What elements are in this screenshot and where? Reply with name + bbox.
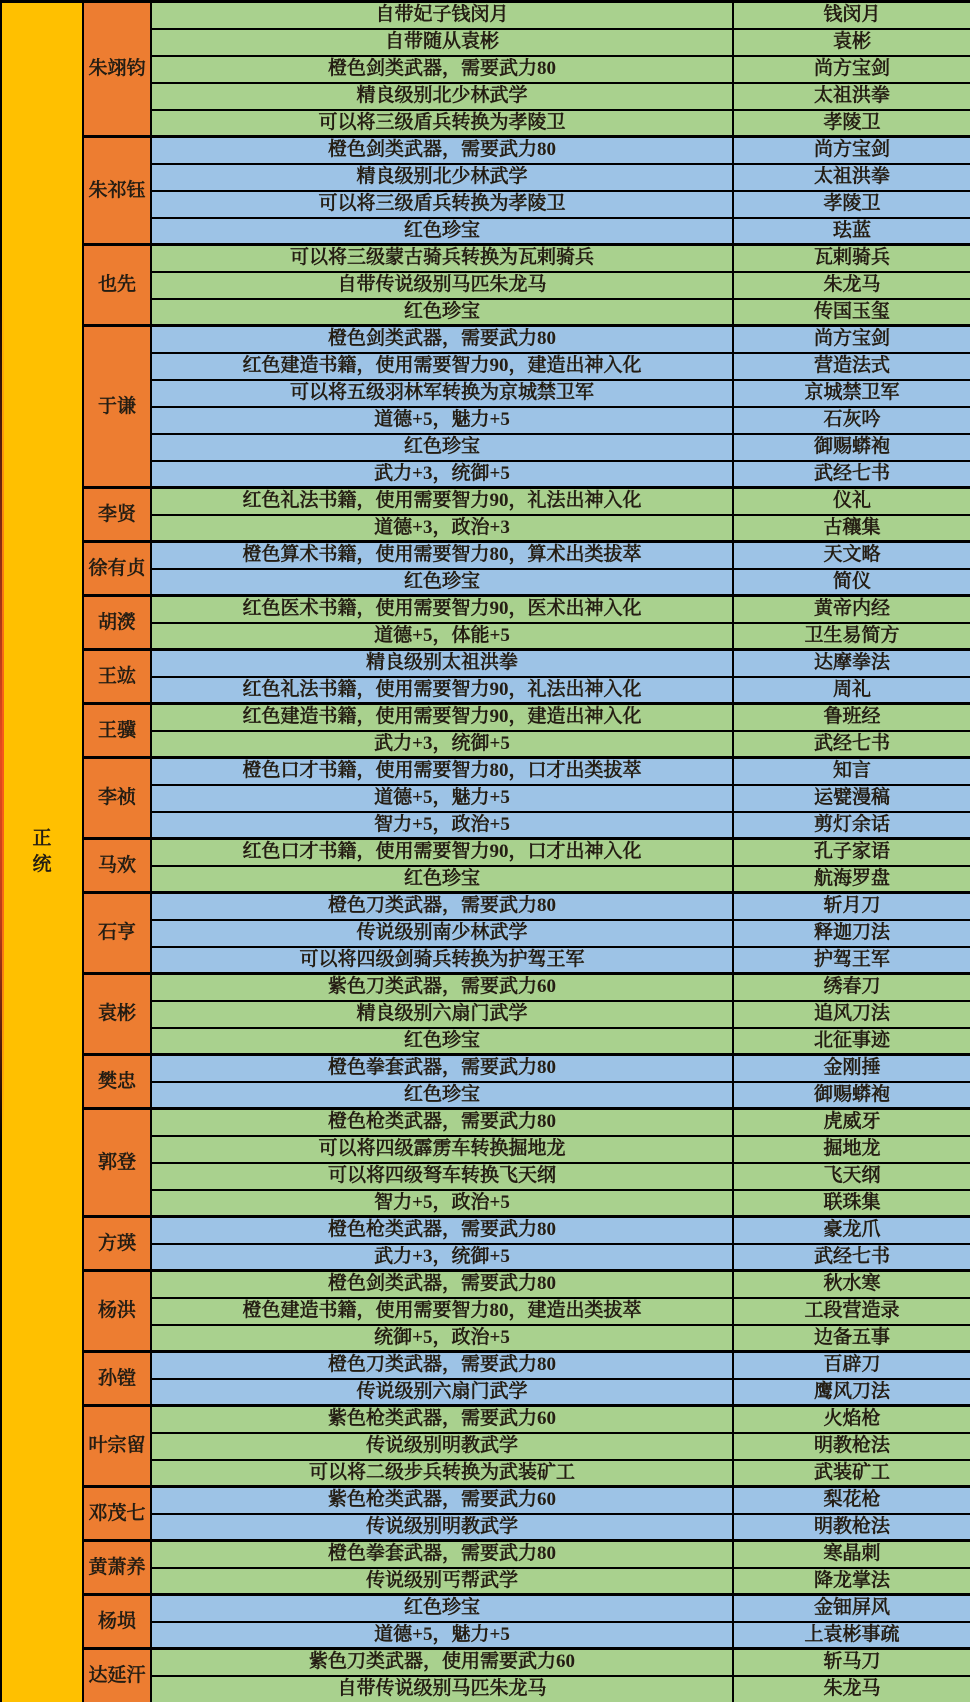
item-name-cell: 太祖洪拳 bbox=[733, 83, 970, 110]
effect-description-cell: 红色口才书籍，使用需要智力90，口才出神入化 bbox=[151, 839, 733, 866]
item-name-cell: 传国玉玺 bbox=[733, 299, 970, 326]
effect-description-cell: 精良级别北少林武学 bbox=[151, 164, 733, 191]
item-name-cell: 珐蓝 bbox=[733, 218, 970, 245]
effect-description-cell: 传说级别六扇门武学 bbox=[151, 1379, 733, 1406]
item-name-cell: 朱龙马 bbox=[733, 272, 970, 299]
effect-description-cell: 自带妃子钱闵月 bbox=[151, 2, 733, 29]
effect-description-cell: 紫色枪类武器，需要武力60 bbox=[151, 1406, 733, 1433]
effect-description-cell: 可以将二级步兵转换为武装矿工 bbox=[151, 1460, 733, 1487]
item-name-cell: 周礼 bbox=[733, 677, 970, 704]
item-name-cell: 梨花枪 bbox=[733, 1487, 970, 1514]
item-name-cell: 秋水寒 bbox=[733, 1271, 970, 1298]
effect-description-cell: 红色珍宝 bbox=[151, 569, 733, 596]
item-name-cell: 袁彬 bbox=[733, 29, 970, 56]
item-name-cell: 边备五事 bbox=[733, 1325, 970, 1352]
effect-description-cell: 可以将三级盾兵转换为孝陵卫 bbox=[151, 191, 733, 218]
item-name-cell: 瓦剌骑兵 bbox=[733, 245, 970, 272]
effect-description-cell: 红色建造书籍，使用需要智力90，建造出神入化 bbox=[151, 353, 733, 380]
table-row bbox=[1, 974, 970, 1001]
effect-description-cell: 橙色枪类武器，需要武力80 bbox=[151, 1217, 733, 1244]
table-row bbox=[1, 1109, 970, 1136]
character-name-cell: 朱祁钰 bbox=[83, 137, 151, 245]
item-name-cell: 御赐蟒袍 bbox=[733, 1082, 970, 1109]
era-label-char: 正 bbox=[32, 828, 52, 850]
character-name-cell: 邓茂七 bbox=[83, 1487, 151, 1541]
character-name-cell: 方瑛 bbox=[83, 1217, 151, 1271]
item-name-cell: 卫生易简方 bbox=[733, 623, 970, 650]
effect-description-cell: 橙色枪类武器，需要武力80 bbox=[151, 1109, 733, 1136]
effect-description-cell: 红色珍宝 bbox=[151, 1082, 733, 1109]
item-name-cell: 钱闵月 bbox=[733, 2, 970, 29]
item-name-cell: 营造法式 bbox=[733, 353, 970, 380]
character-name-cell: 石亨 bbox=[83, 893, 151, 974]
item-name-cell: 尚方宝剑 bbox=[733, 326, 970, 353]
character-name-cell: 李祯 bbox=[83, 758, 151, 839]
effect-description-cell: 红色礼法书籍，使用需要智力90，礼法出神入化 bbox=[151, 677, 733, 704]
item-name-cell: 武经七书 bbox=[733, 731, 970, 758]
character-name-cell: 郭登 bbox=[83, 1109, 151, 1217]
item-name-cell: 追风刀法 bbox=[733, 1001, 970, 1028]
effect-description-cell: 红色珍宝 bbox=[151, 434, 733, 461]
effect-description-cell: 紫色刀类武器，需要武力60 bbox=[151, 974, 733, 1001]
character-name-cell: 王竑 bbox=[83, 650, 151, 704]
item-name-cell: 剪灯余话 bbox=[733, 812, 970, 839]
table-row bbox=[1, 1406, 970, 1433]
era-cell bbox=[1, 2, 83, 1702]
item-name-cell: 寒晶刺 bbox=[733, 1541, 970, 1568]
item-name-cell: 孝陵卫 bbox=[733, 110, 970, 137]
character-name-cell: 朱翊钧 bbox=[83, 2, 151, 137]
effect-description-cell: 精良级别六扇门武学 bbox=[151, 1001, 733, 1028]
table-row bbox=[1, 1217, 970, 1244]
item-name-cell: 孔子家语 bbox=[733, 839, 970, 866]
effect-description-cell: 传说级别明教武学 bbox=[151, 1433, 733, 1460]
item-name-cell: 金刚捶 bbox=[733, 1055, 970, 1082]
effect-description-cell: 红色珍宝 bbox=[151, 218, 733, 245]
item-name-cell: 古穰集 bbox=[733, 515, 970, 542]
effect-description-cell: 红色珍宝 bbox=[151, 1595, 733, 1622]
effect-description-cell: 可以将四级弩车转换飞天纲 bbox=[151, 1163, 733, 1190]
table-row bbox=[1, 839, 970, 866]
roster-table-body bbox=[1, 2, 970, 1702]
item-name-cell: 孝陵卫 bbox=[733, 191, 970, 218]
effect-description-cell: 可以将五级羽林军转换为京城禁卫军 bbox=[151, 380, 733, 407]
character-name-cell: 杨洪 bbox=[83, 1271, 151, 1352]
item-name-cell: 掘地龙 bbox=[733, 1136, 970, 1163]
effect-description-cell: 传说级别南少林武学 bbox=[151, 920, 733, 947]
table-row bbox=[1, 893, 970, 920]
effect-description-cell: 自带传说级别马匹朱龙马 bbox=[151, 1676, 733, 1702]
item-name-cell: 石灰吟 bbox=[733, 407, 970, 434]
effect-description-cell: 道德+5，魅力+5 bbox=[151, 785, 733, 812]
effect-description-cell: 可以将三级蒙古骑兵转换为瓦剌骑兵 bbox=[151, 245, 733, 272]
item-name-cell: 达摩拳法 bbox=[733, 650, 970, 677]
item-name-cell: 明教枪法 bbox=[733, 1433, 970, 1460]
effect-description-cell: 统御+5，政治+5 bbox=[151, 1325, 733, 1352]
item-name-cell: 金钿屏风 bbox=[733, 1595, 970, 1622]
effect-description-cell: 橙色拳套武器，需要武力80 bbox=[151, 1541, 733, 1568]
item-name-cell: 上袁彬事疏 bbox=[733, 1622, 970, 1649]
table-row bbox=[1, 704, 970, 731]
table-row bbox=[1, 1649, 970, 1676]
effect-description-cell: 橙色剑类武器，需要武力80 bbox=[151, 137, 733, 164]
effect-description-cell: 武力+3，统御+5 bbox=[151, 1244, 733, 1271]
item-name-cell: 天文略 bbox=[733, 542, 970, 569]
item-name-cell: 工段营造录 bbox=[733, 1298, 970, 1325]
effect-description-cell: 精良级别北少林武学 bbox=[151, 83, 733, 110]
table-row bbox=[1, 245, 970, 272]
effect-description-cell: 传说级别丐帮武学 bbox=[151, 1568, 733, 1595]
effect-description-cell: 红色建造书籍，使用需要智力90，建造出神入化 bbox=[151, 704, 733, 731]
effect-description-cell: 红色珍宝 bbox=[151, 299, 733, 326]
era-label bbox=[2, 829, 82, 875]
effect-description-cell: 红色珍宝 bbox=[151, 1028, 733, 1055]
effect-description-cell: 红色医术书籍，使用需要智力90，医术出神入化 bbox=[151, 596, 733, 623]
table-row bbox=[1, 596, 970, 623]
effect-description-cell: 紫色刀类武器，使用需要武力60 bbox=[151, 1649, 733, 1676]
effect-description-cell: 橙色剑类武器，需要武力80 bbox=[151, 56, 733, 83]
effect-description-cell: 橙色建造书籍，使用需要智力80，建造出类拔萃 bbox=[151, 1298, 733, 1325]
item-name-cell: 尚方宝剑 bbox=[733, 137, 970, 164]
table-row bbox=[1, 488, 970, 515]
item-name-cell: 飞天纲 bbox=[733, 1163, 970, 1190]
item-name-cell: 释迦刀法 bbox=[733, 920, 970, 947]
character-name-cell: 杨埙 bbox=[83, 1595, 151, 1649]
table-row bbox=[1, 542, 970, 569]
character-name-cell: 袁彬 bbox=[83, 974, 151, 1055]
item-name-cell: 绣春刀 bbox=[733, 974, 970, 1001]
item-name-cell: 武经七书 bbox=[733, 461, 970, 488]
character-name-cell: 于谦 bbox=[83, 326, 151, 488]
effect-description-cell: 橙色刀类武器，需要武力80 bbox=[151, 1352, 733, 1379]
item-name-cell: 简仪 bbox=[733, 569, 970, 596]
character-name-cell: 胡濙 bbox=[83, 596, 151, 650]
effect-description-cell: 自带传说级别马匹朱龙马 bbox=[151, 272, 733, 299]
effect-description-cell: 可以将四级剑骑兵转换为护驾王军 bbox=[151, 947, 733, 974]
effect-description-cell: 武力+3，统御+5 bbox=[151, 731, 733, 758]
effect-description-cell: 自带随从袁彬 bbox=[151, 29, 733, 56]
table-row bbox=[1, 1352, 970, 1379]
character-name-cell: 孙镗 bbox=[83, 1352, 151, 1406]
table-row bbox=[1, 2, 970, 29]
item-name-cell: 护驾王军 bbox=[733, 947, 970, 974]
effect-description-cell: 道德+5，魅力+5 bbox=[151, 407, 733, 434]
character-name-cell: 徐有贞 bbox=[83, 542, 151, 596]
item-name-cell: 御赐蟒袍 bbox=[733, 434, 970, 461]
effect-description-cell: 红色珍宝 bbox=[151, 866, 733, 893]
effect-description-cell: 智力+5，政治+5 bbox=[151, 1190, 733, 1217]
item-name-cell: 尚方宝剑 bbox=[733, 56, 970, 83]
item-name-cell: 朱龙马 bbox=[733, 1676, 970, 1702]
item-name-cell: 火焰枪 bbox=[733, 1406, 970, 1433]
item-name-cell: 百辟刀 bbox=[733, 1352, 970, 1379]
effect-description-cell: 红色礼法书籍，使用需要智力90，礼法出神入化 bbox=[151, 488, 733, 515]
table-row bbox=[1, 1271, 970, 1298]
item-name-cell: 太祖洪拳 bbox=[733, 164, 970, 191]
table-row bbox=[1, 326, 970, 353]
effect-description-cell: 橙色剑类武器，需要武力80 bbox=[151, 1271, 733, 1298]
effect-description-cell: 橙色刀类武器，需要武力80 bbox=[151, 893, 733, 920]
table-row bbox=[1, 650, 970, 677]
character-name-cell: 马欢 bbox=[83, 839, 151, 893]
character-name-cell: 叶宗留 bbox=[83, 1406, 151, 1487]
effect-description-cell: 道德+3，政治+3 bbox=[151, 515, 733, 542]
effect-description-cell: 橙色口才书籍，使用需要智力80，口才出类拔萃 bbox=[151, 758, 733, 785]
item-name-cell: 运甓漫稿 bbox=[733, 785, 970, 812]
item-name-cell: 北征事迹 bbox=[733, 1028, 970, 1055]
character-name-cell: 达延汗 bbox=[83, 1649, 151, 1702]
effect-description-cell: 智力+5，政治+5 bbox=[151, 812, 733, 839]
item-name-cell: 斩月刀 bbox=[733, 893, 970, 920]
table-row bbox=[1, 1487, 970, 1514]
item-name-cell: 黄帝内经 bbox=[733, 596, 970, 623]
effect-description-cell: 道德+5，魅力+5 bbox=[151, 1622, 733, 1649]
effect-description-cell: 橙色算术书籍，使用需要智力80，算术出类拔萃 bbox=[151, 542, 733, 569]
effect-description-cell: 道德+5，体能+5 bbox=[151, 623, 733, 650]
effect-description-cell: 紫色枪类武器，需要武力60 bbox=[151, 1487, 733, 1514]
item-name-cell: 鲁班经 bbox=[733, 704, 970, 731]
character-name-cell: 黄萧养 bbox=[83, 1541, 151, 1595]
effect-description-cell: 可以将四级霹雳车转换掘地龙 bbox=[151, 1136, 733, 1163]
item-name-cell: 武经七书 bbox=[733, 1244, 970, 1271]
era-label-char: 统 bbox=[32, 854, 52, 876]
effect-description-cell: 精良级别太祖洪拳 bbox=[151, 650, 733, 677]
item-name-cell: 京城禁卫军 bbox=[733, 380, 970, 407]
character-name-cell: 也先 bbox=[83, 245, 151, 326]
table-row bbox=[1, 1541, 970, 1568]
table-row bbox=[1, 1595, 970, 1622]
effect-description-cell: 橙色剑类武器，需要武力80 bbox=[151, 326, 733, 353]
item-name-cell: 斩马刀 bbox=[733, 1649, 970, 1676]
item-name-cell: 联珠集 bbox=[733, 1190, 970, 1217]
effect-description-cell: 橙色拳套武器，需要武力80 bbox=[151, 1055, 733, 1082]
item-name-cell: 武装矿工 bbox=[733, 1460, 970, 1487]
character-name-cell: 王骥 bbox=[83, 704, 151, 758]
effect-description-cell: 可以将三级盾兵转换为孝陵卫 bbox=[151, 110, 733, 137]
item-name-cell: 仪礼 bbox=[733, 488, 970, 515]
item-name-cell: 虎威牙 bbox=[733, 1109, 970, 1136]
table-row bbox=[1, 758, 970, 785]
effect-description-cell: 武力+3，统御+5 bbox=[151, 461, 733, 488]
item-name-cell: 明教枪法 bbox=[733, 1514, 970, 1541]
item-name-cell: 降龙掌法 bbox=[733, 1568, 970, 1595]
item-name-cell: 鹰风刀法 bbox=[733, 1379, 970, 1406]
table-row bbox=[1, 137, 970, 164]
item-name-cell: 豪龙爪 bbox=[733, 1217, 970, 1244]
table-row bbox=[1, 1055, 970, 1082]
item-name-cell: 航海罗盘 bbox=[733, 866, 970, 893]
item-name-cell: 知言 bbox=[733, 758, 970, 785]
effect-description-cell: 传说级别明教武学 bbox=[151, 1514, 733, 1541]
character-name-cell: 李贤 bbox=[83, 488, 151, 542]
character-name-cell: 樊忠 bbox=[83, 1055, 151, 1109]
